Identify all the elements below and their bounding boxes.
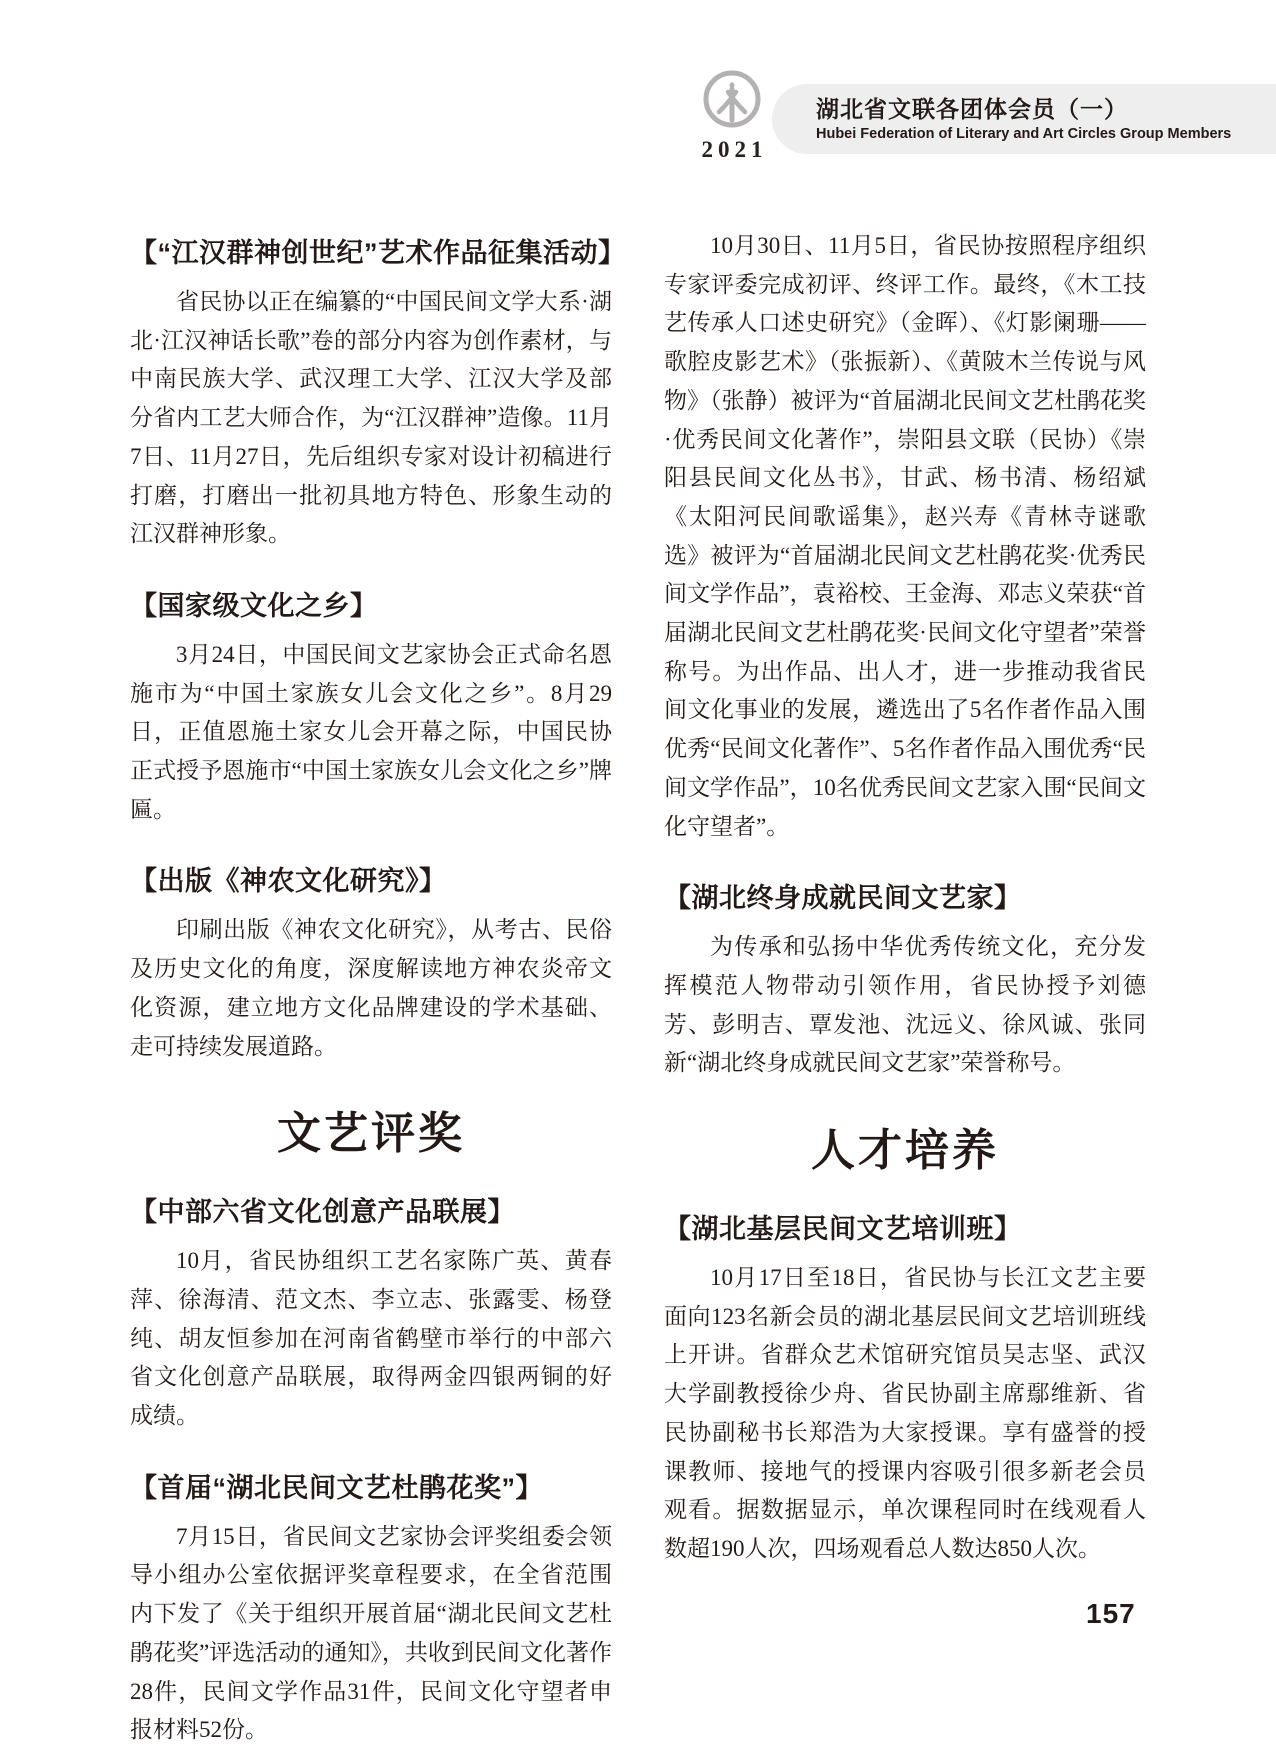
section-heading-awards: 文艺评奖 xyxy=(277,1109,465,1159)
entry-heading-shennong-research: 【出版《神农文化研究》】 xyxy=(130,866,447,897)
entry-heading-jianghan-qunshen: 【“江汉群神创世纪”艺术作品征集活动】 xyxy=(130,238,626,268)
entry-body-national-culture-town: 3月24日，中国民间文艺家协会正式命名恩施市为“中国土家族女儿会文化之乡”。8月29日，正值恩施土家女儿会开幕之际，中国民协正式授予恩施市“中国土家族女儿会文化之乡”牌匾。 xyxy=(130,641,612,822)
banner-title-cn: 湖北省文联各团体会员（一） xyxy=(816,95,1128,122)
right-column xyxy=(664,215,1146,1750)
hubei-wenlian-logo-icon xyxy=(701,68,763,130)
entry-body-jianghan-qunshen: 省民协以正在编纂的“中国民间文学大系·湖北·江汉神话长歌”卷的部分内容为创作素材，与中南民族大学、武汉理工大学、江汉大学及部分省内工艺大师合作，为“江汉群神”造像。11月7日、11月27日，先后组织专家对设计初稿进行打磨，打磨出一批初具地方特色、形象生动的江汉群神形象。 xyxy=(130,289,612,547)
entry-body-dujuanhua-award: 7月15日，省民间文艺家协会评奖组委会领导小组办公室依据评奖章程要求，在全省范围内下发了《关于组织开展首届“湖北民间文艺杜鹃花奖”评选活动的通知》，共收到民间文化著作28件，民间文学作品31件，民间文化守望者申报材料52份。 xyxy=(130,1523,612,1743)
entry-heading-dujuanhua-award: 【首届“湖北民间文艺杜鹃花奖”】 xyxy=(130,1472,543,1503)
logo-year: 2021 xyxy=(701,137,768,162)
logo-block xyxy=(694,68,770,163)
entry-heading-training-class: 【湖北基层民间文艺培训班】 xyxy=(664,1214,1022,1245)
entry-body-award-results: 10月30日、11月5日，省民协按照程序组织专家评委完成初评、终评工作。最终，《木工技艺传承人口述史研究》（金晖）、《灯影阑珊——歌腔皮影艺术》（张振新）、《黄陂木兰传说与风物》（张静）被评为“首届湖北民间文艺杜鹃花奖·优秀民间文化著作”，崇阳县文联（民协）《崇阳县民间文化丛书》，甘武、杨书清、杨绍斌《太阳河民间歌谣集》，赵兴寿《青林寺谜歌选》被评为“首届湖北民间文艺杜鹃花奖·优秀民间文学作品”，袁裕校、王金海、邓志义荣获“首届湖北民间文艺杜鹃花奖·民间文化守望者”荣誉称号。为出作品、出人才，进一步推动我省民间文化事业的发展，遴选出了5名作者作品入围优秀“民间文化著作”、5名作者作品入围优秀“民间文学作品”，10名优秀民间文艺家入围“民间文化守望者”。 xyxy=(664,233,1146,839)
entry-heading-national-culture-town: 【国家级文化之乡】 xyxy=(130,590,378,621)
entry-heading-six-province-expo: 【中部六省文化创意产品联展】 xyxy=(130,1197,515,1228)
entry-body-six-province-expo: 10月，省民协组织工艺名家陈广英、黄春萍、徐海清、范文杰、李立志、张露雯、杨登纯、胡友恒参加在河南省鹤壁市举行的中部六省文化创意产品联展，取得两金四银两铜的好成绩。 xyxy=(130,1248,612,1429)
entry-heading-lifetime-achievement: 【湖北终身成就民间文艺家】 xyxy=(664,883,1022,914)
banner-title-en: Hubei Federation of Literary and Art Circles Group Members xyxy=(816,125,1232,142)
text-columns xyxy=(130,215,1146,1750)
left-column xyxy=(130,215,626,1750)
page-number: 157 xyxy=(1086,1598,1136,1629)
entry-body-training-class: 10月17日至18日，省民协与长江文艺主要面向123名新会员的湖北基层民间文艺培训班线上开讲。省群众艺术馆研究馆员吴志坚、武汉大学副教授徐少舟、省民协副主席鄢维新、省民协副秘书长郑浩为大家授课。享有盛誉的授课教师、接地气的授课内容吸引很多新老会员观看。据数据显示，单次课程同时在线观看人数超190人次，四场观看总人数达850人次。 xyxy=(664,1265,1146,1561)
entry-body-lifetime-achievement: 为传承和弘扬中华优秀传统文化，充分发挥模范人物带动引领作用，省民协授予刘德芳、彭明吉、覃发池、沈远义、徐风诚、张同新“湖北终身成就民间文艺家”荣誉称号。 xyxy=(664,934,1146,1076)
entry-body-shennong-research: 印刷出版《神农文化研究》，从考古、民俗及历史文化的角度，深度解读地方神农炎帝文化资源，建立地方文化品牌建设的学术基础、走可持续发展道路。 xyxy=(130,917,612,1059)
header-banner xyxy=(772,84,1276,154)
section-heading-talent-training: 人才培养 xyxy=(811,1126,999,1176)
